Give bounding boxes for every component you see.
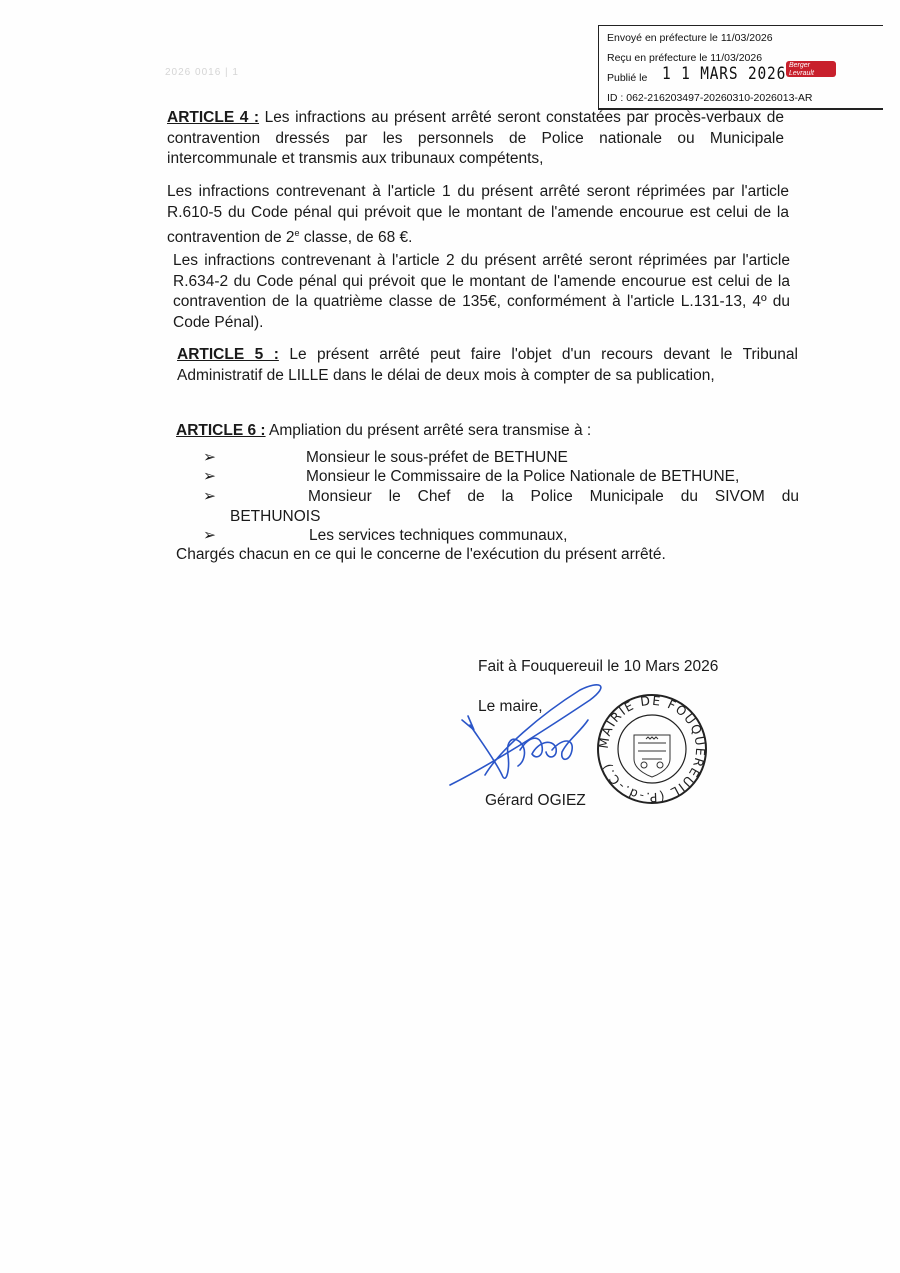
handwritten-signature xyxy=(440,680,620,800)
seal-emblem xyxy=(634,735,670,777)
article-6-label: ARTICLE 6 : xyxy=(176,422,266,439)
prefecture-stamp xyxy=(598,25,883,110)
mayor-title: Le maire, xyxy=(478,698,543,715)
penalty-article-2-paragraph xyxy=(173,251,790,333)
stamp-published-date: 1 1 MARS 2026 xyxy=(662,64,787,84)
recipient-text: Monsieur le Commissaire de la Police Nationale de BETHUNE, xyxy=(306,468,740,485)
logo-line-1: Berger xyxy=(789,62,811,69)
penalty-1-text-b: classe, de 68 €. xyxy=(299,229,413,247)
article-6-text: Ampliation du présent arrêté sera transmise à : xyxy=(265,422,592,439)
recipient-text: Les services techniques communaux, xyxy=(309,527,568,544)
arrow-bullet-icon: ➢ xyxy=(203,468,216,485)
recipient-text: Monsieur le sous-préfet de BETHUNE xyxy=(306,449,568,466)
seal-text: MAIRIE DE FOUQUEREUIL (P.-d.-C.) xyxy=(596,693,708,805)
arrow-bullet-icon: ➢ xyxy=(203,449,216,466)
penalty-article-1-paragraph xyxy=(167,182,789,249)
place-date: Fait à Fouquereuil le 10 Mars 2026 xyxy=(478,658,719,675)
closing-line: Chargés chacun en ce qui le concerne de l'exécution du présent arrêté. xyxy=(176,546,666,563)
recipient-continuation: BETHUNOIS xyxy=(230,508,321,525)
mairie-seal xyxy=(596,693,708,805)
berger-levrault-logo xyxy=(786,61,836,77)
stamp-id-line: ID : 062-216203497-20260310-2026013-AR xyxy=(607,92,813,104)
stamp-received-line: Reçu en préfecture le 11/03/2026 xyxy=(607,52,763,64)
recipient-text: Monsieur le Chef de la Police Municipale du SIVOM du xyxy=(308,488,799,505)
penalty-1-text-a: Les infractions contrevenant à l'article 1 du présent arrêté seront réprimées par l'article R.610-5 du Code pénal qui prévoit que le montant de l'amende encourue est celui de la contravention de 2 xyxy=(167,183,789,247)
mayor-name: Gérard OGIEZ xyxy=(485,792,586,809)
arrow-bullet-icon: ➢ xyxy=(203,488,216,505)
article-4-label: ARTICLE 4 : xyxy=(167,109,260,126)
article-5-text: Le présent arrêté peut faire l'objet d'un recours devant le Tribunal Administratif de LILLE dans le délai de deux mois à compter de sa publication, xyxy=(177,346,798,384)
article-6-paragraph xyxy=(176,421,796,442)
stamp-sent-line: Envoyé en préfecture le 11/03/2026 xyxy=(607,32,773,44)
article-5-paragraph xyxy=(177,345,798,386)
penalty-2-text: Les infractions contrevenant à l'article 2 du présent arrêté seront réprimées par l'article R.634-2 du Code pénal qui prévoit que le montant de l'amende encourue est celui de la contravention de la quatrième classe de 135€, conformément à l'article L.131-13, 4º du Code Pénal). xyxy=(173,252,790,331)
logo-line-2: Levrault xyxy=(789,69,814,77)
article-4-text: Les infractions au présent arrêté seront constatées par procès-verbaux de contravention dressés par les personnels de Police nationale ou Municipale intercommunale et transmis aux tribunaux compétents, xyxy=(167,109,784,167)
penalty-1-superscript: e xyxy=(294,228,300,238)
article-5-label: ARTICLE 5 : xyxy=(177,346,279,363)
faint-registry-mark: 2026 0016 | 1 xyxy=(165,67,239,78)
article-4-paragraph xyxy=(167,108,784,170)
arrow-bullet-icon: ➢ xyxy=(203,527,216,544)
stamp-published-label: Publié le xyxy=(607,72,648,84)
